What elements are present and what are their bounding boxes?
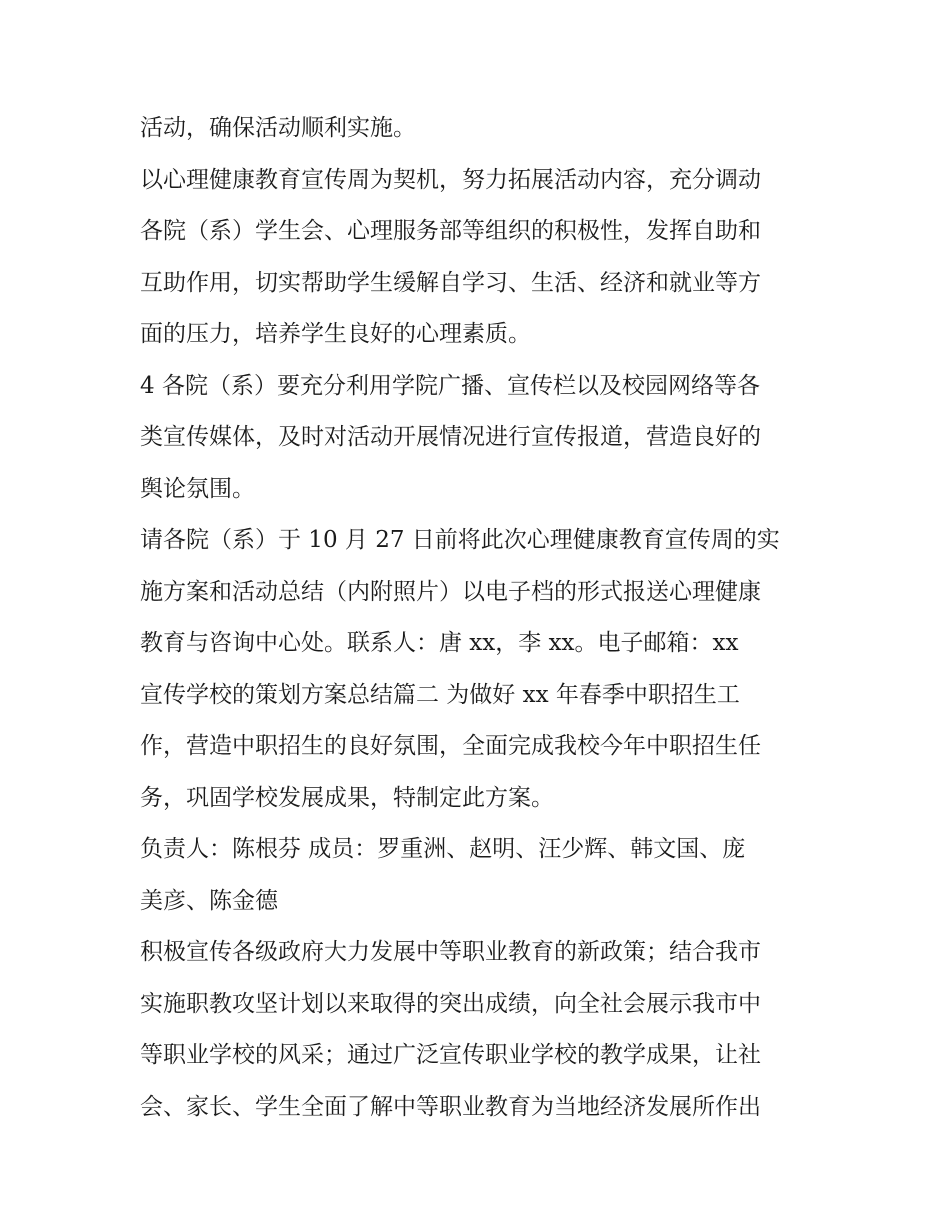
text-line: 宣传学校的策划方案总结篇二 为做好 xx 年春季中职招生工 <box>140 681 740 708</box>
text-line: 等职业学校的风采；通过广泛宣传职业学校的教学成果，让社 <box>140 1042 761 1068</box>
text-line: 互助作用，切实帮助学生缓解自学习、生活、经济和就业等方 <box>140 269 761 296</box>
text-line: 类宣传媒体，及时对活动开展情况进行宣传报道，营造良好的 <box>140 424 761 450</box>
text-line: 会、家长、学生全面了解中等职业教育为当地经济发展所作出 <box>140 1093 761 1120</box>
text-line: 各院（系）学生会、心理服务部等组织的积极性，发挥自助和 <box>140 218 761 244</box>
text-line: 活动，确保活动顺利实施。 <box>140 115 416 141</box>
text-line: 4 各院（系）要充分利用学院广播、宣传栏以及校园网络等各 <box>140 372 760 399</box>
text-line: 美彦、陈金德 <box>140 887 278 914</box>
text-line: 施方案和活动总结（内附照片）以电子档的形式报送心理健康 <box>140 578 761 605</box>
document-body <box>140 103 820 1133</box>
text-line: 请各院（系）于 10 月 27 日前将此次心理健康教育宣传周的实 <box>140 527 780 553</box>
text-line: 负责人：陈根芬 成员：罗重洲、赵明、汪少辉、韩文国、庞 <box>140 836 746 862</box>
text-line: 面的压力，培养学生良好的心理素质。 <box>140 321 531 347</box>
text-line: 实施职教攻坚计划以来取得的突出成绩，向全社会展示我市中 <box>140 990 761 1017</box>
text-line: 舆论氛围。 <box>140 475 255 502</box>
text-line: 积极宣传各级政府大力发展中等职业教育的新政策；结合我市 <box>140 939 761 965</box>
text-line: 作，营造中职招生的良好氛围，全面完成我校今年中职招生任 <box>140 733 761 759</box>
text-line: 务，巩固学校发展成果，特制定此方案。 <box>140 784 554 811</box>
text-line: 教育与咨询中心处。联系人：唐 xx，李 xx。电子邮箱：xx <box>140 630 739 656</box>
text-line: 以心理健康教育宣传周为契机，努力拓展活动内容，充分调动 <box>140 166 761 193</box>
